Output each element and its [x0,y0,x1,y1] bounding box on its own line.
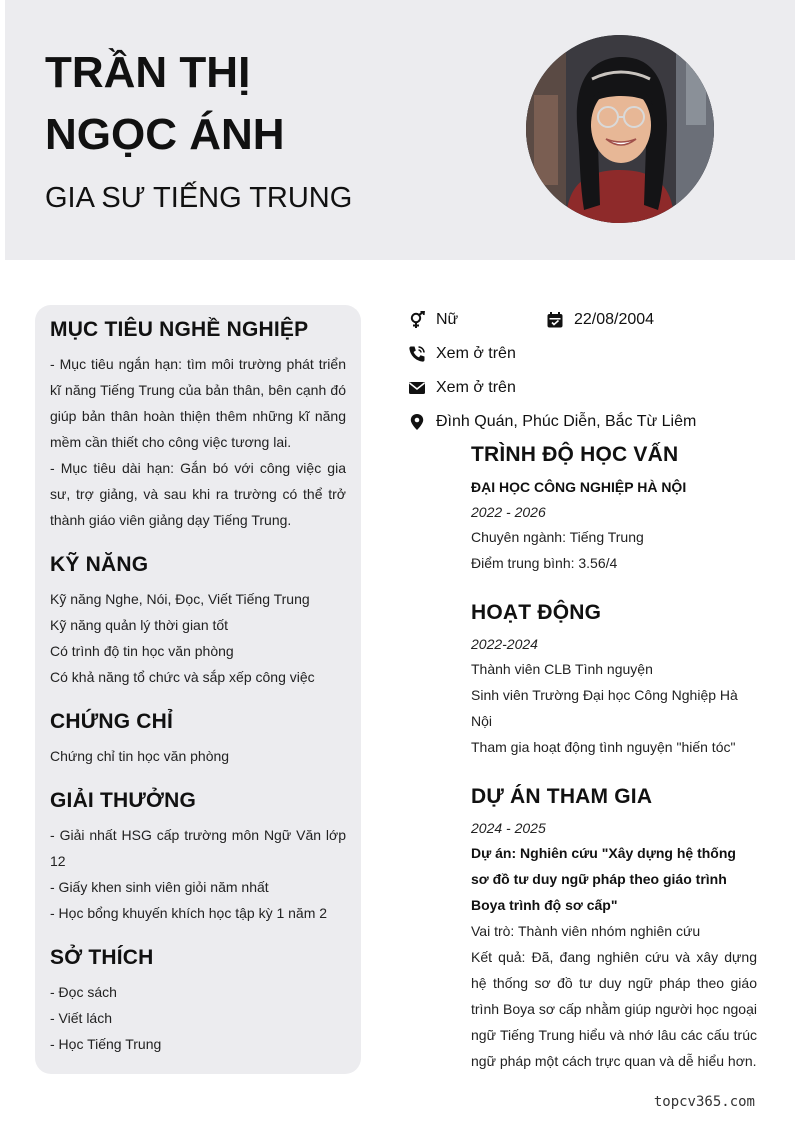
avatar [526,35,714,223]
activities-title: HOẠT ĐỘNG [471,601,602,624]
phone-value: Xem ở trên [436,345,516,362]
project-result: Kết quả: Đã, đang nghiên cứu và xây dựng hệ thống sơ đồ tư duy ngữ pháp theo giáo trình Boya sơ cấp nhằm giúp người học ngoại ngữ Tiếng Trung hiểu và nhớ lâu các cấu trúc ngữ pháp một cách trực quan và dễ hiểu hơn. [471,949,757,1069]
objective-title: MỤC TIÊU NGHỀ NGHIỆP [50,318,309,341]
envelope-icon [408,379,426,397]
gender-icon [408,311,426,329]
location-pin-icon [408,413,426,431]
list-item: - Giải nhất HSG cấp trường môn Ngữ Văn lớp 12 [50,827,346,869]
education-section [471,440,757,576]
project-period: 2024 - 2025 [471,820,546,836]
gender-value: Nữ [436,311,459,328]
list-item: - Học bổng khuyến khích học tập kỳ 1 năm 2 [50,905,328,921]
education-period: 2022 - 2026 [471,504,546,520]
address-value: Đình Quán, Phúc Diễn, Bắc Từ Liêm [436,413,697,430]
objective-section [50,315,346,533]
name-line-2: NGỌC ÁNH [45,110,285,159]
contact-block [408,303,788,439]
list-item: Chứng chỉ tin học văn phòng [50,748,230,764]
list-item: - Học Tiếng Trung [50,1036,162,1052]
birthday-value: 22/08/2004 [574,311,655,328]
hobbies-title: SỞ THÍCH [50,946,154,969]
list-item: Kỹ năng Nghe, Nói, Đọc, Viết Tiếng Trung [50,591,310,607]
gender-cell [408,311,546,329]
phone-icon [408,345,426,363]
cv-header [5,0,795,260]
list-item: Tham gia hoạt động tình nguyện "hiến tóc" [471,739,736,755]
project-role: Vai trò: Thành viên nhóm nghiên cứu [471,923,701,939]
list-item: Thành viên CLB Tình nguyện [471,661,653,677]
objective-short-term: - Mục tiêu ngắn hạn: tìm môi trường phát triển kĩ năng Tiếng Trung của bản thân, bên cạnh đó giúp bản thân hoàn thiện thêm những kĩ năng mềm cần thiết cho công việc tương lai. [50,356,346,450]
activities-section [471,598,757,760]
full-name [45,42,465,166]
education-title: TRÌNH ĐỘ HỌC VẤN [471,443,679,466]
projects-section [471,782,757,1074]
school-name: ĐẠI HỌC CÔNG NGHIỆP HÀ NỘI [471,479,687,495]
activities-period: 2022-2024 [471,636,538,652]
name-line-1: TRẦN THỊ [45,48,251,97]
contact-row-address [408,405,788,439]
awards-section [50,786,346,926]
education-gpa: Điểm trung bình: 3.56/4 [471,555,618,571]
list-item: - Viết lách [50,1010,112,1026]
list-item: Có khả năng tổ chức và sắp xếp công việc [50,669,315,685]
list-item: - Đọc sách [50,984,117,1000]
birthday-cell [546,311,654,329]
left-column [35,305,361,1074]
certificates-section [50,707,346,769]
project-name: Dự án: Nghiên cứu "Xây dựng hệ thống sơ đồ tư duy ngữ pháp theo giáo trình Boya trình độ sơ cấp" [471,845,736,913]
email-value: Xem ở trên [436,379,516,396]
contact-row-gender-birthday [408,303,788,337]
skills-section [50,550,346,690]
skills-title: KỸ NĂNG [50,553,149,576]
contact-row-email [408,371,788,405]
job-title: GIA SƯ TIẾNG TRUNG [45,182,353,214]
list-item: Kỹ năng quản lý thời gian tốt [50,617,229,633]
contact-row-phone [408,337,788,371]
list-item: Sinh viên Trường Đại học Công Nghiệp Hà Nội [471,687,738,729]
list-item: - Giấy khen sinh viên giỏi năm nhất [50,879,269,895]
awards-title: GIẢI THƯỞNG [50,789,197,812]
calendar-icon [546,311,564,329]
objective-long-term: - Mục tiêu dài hạn: Gắn bó với công việc gia sư, trợ giảng, và sau khi ra trường có thể trở thành giáo viên giảng dạy Tiếng Trung. [50,460,346,528]
certificates-title: CHỨNG CHỈ [50,710,174,733]
right-column [471,440,757,1096]
watermark: topcv365.com [653,1094,755,1110]
projects-title: DỰ ÁN THAM GIA [471,785,653,808]
list-item: Có trình độ tin học văn phòng [50,643,234,659]
education-major: Chuyên ngành: Tiếng Trung [471,529,644,545]
hobbies-section [50,943,346,1057]
